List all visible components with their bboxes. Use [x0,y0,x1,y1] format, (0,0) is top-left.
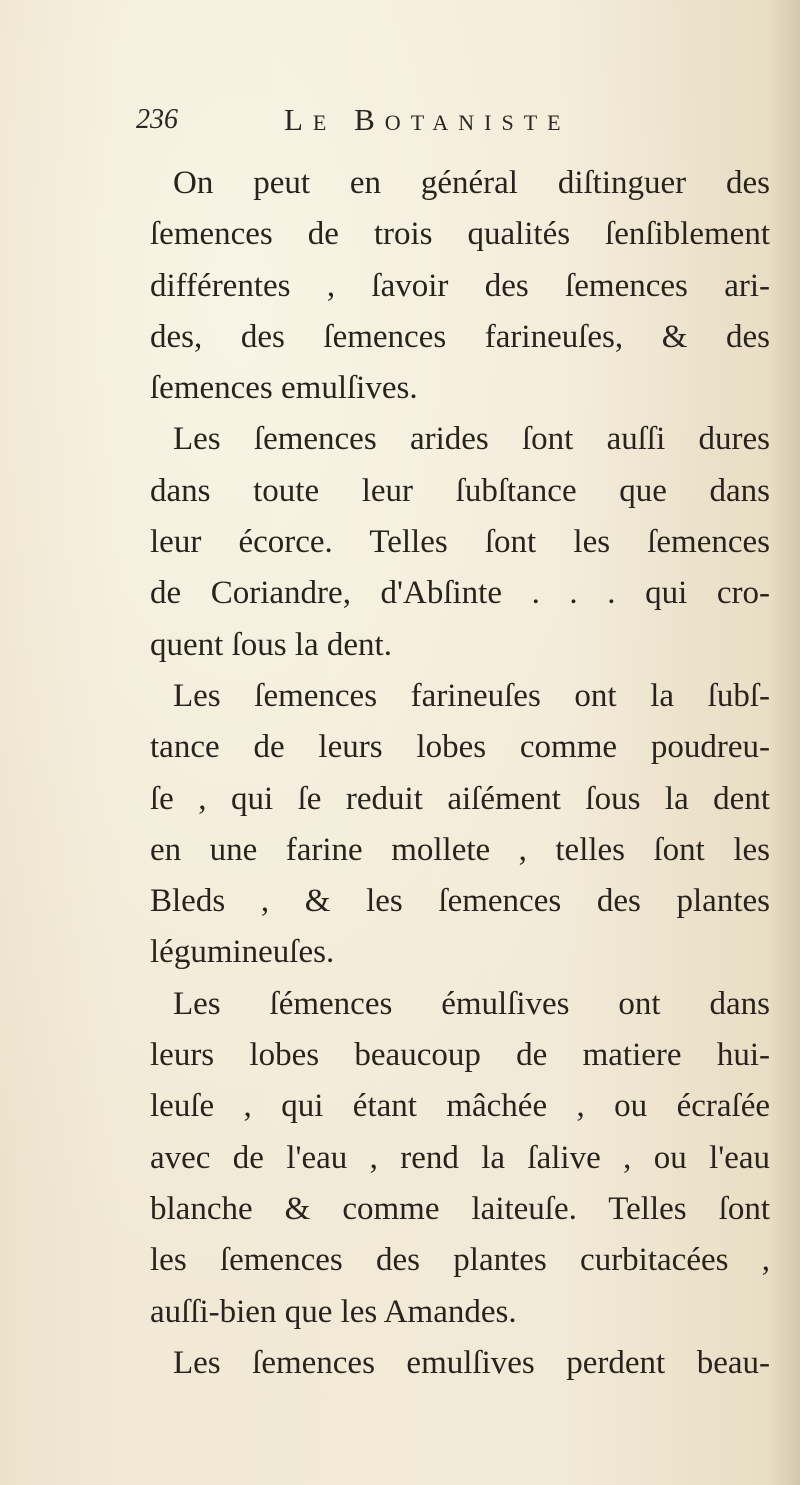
text-line: On peut en général diſtinguer des [173,165,770,201]
text-line: dans toute leur ſubſtance que dans [150,472,770,509]
text-line: Les ſemences emulſives perdent beau- [173,1344,770,1381]
text-line: blanche & comme laiteuſe. Telles ſont [150,1190,770,1227]
text-line: leurs lobes beaucoup de matiere hui- [150,1037,770,1074]
text-line: ſemences de trois qualités ſenſiblement [150,216,770,253]
text-line: Les ſemences farineuſes ont la ſubſ- [173,677,770,714]
text-line: auſſi-bien que les Amandes. [150,1293,517,1330]
text-line: Les ſemences arides ſont auſſi dures [173,421,770,458]
text-line: les ſemences des plantes curbitacées , [150,1242,770,1279]
text-line: Les ſémences émulſives ont dans [173,985,770,1022]
text-line: ſemences emulſives. [150,370,418,407]
text-line: Bleds , & les ſemences des plantes [150,883,770,920]
text-line: différentes , ſavoir des ſemences ari- [150,267,770,304]
text-line: ſe , qui ſe reduit aiſément ſous la dent [150,780,770,817]
text-line: légumineuſes. [150,934,335,971]
text-line: en une farine mollete , telles ſont les [150,831,770,868]
text-line: leur écorce. Telles ſont les ſemences [150,524,770,561]
page-edge-shadow [770,0,800,1485]
text-line: de Coriandre, d'Abſinte . . . qui cro- [150,575,770,612]
text-line: quent ſous la dent. [150,626,392,663]
text-line: avec de l'eau , rend la ſalive , ou l'eau [150,1139,770,1176]
text-line: des, des ſemences farineuſes, & des [150,318,770,355]
text-line: tance de leurs lobes comme poudreu- [150,729,770,766]
text-line: leuſe , qui étant mâchée , ou écraſée [150,1088,770,1125]
body-text [150,158,770,1389]
page-number: 236 [136,104,178,135]
page-header [136,104,776,144]
running-title: Le Botaniste [284,102,571,137]
